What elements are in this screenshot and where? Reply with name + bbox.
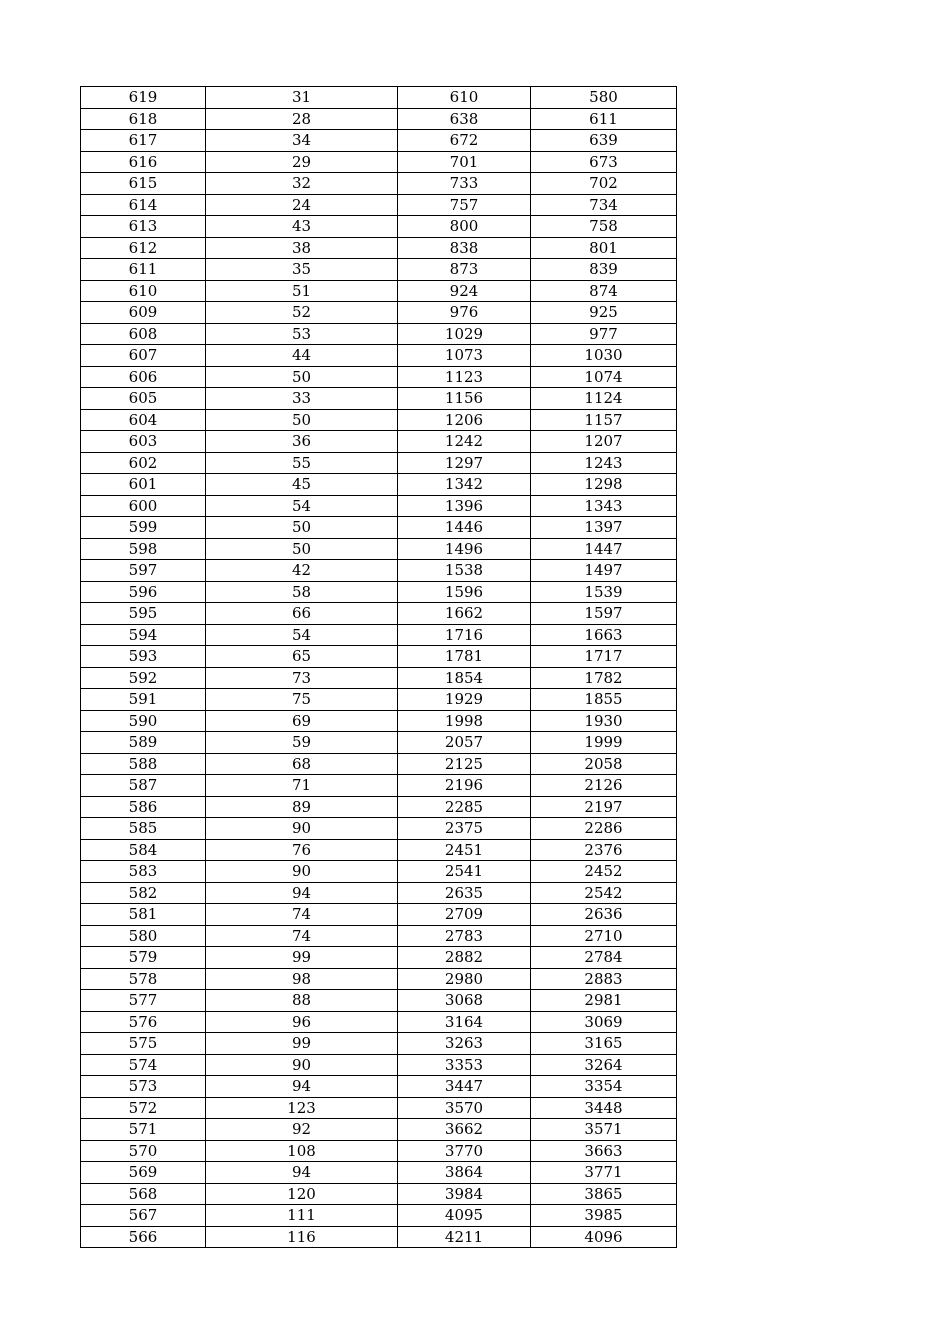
table-row: [81, 1033, 677, 1055]
table-row: [81, 947, 677, 969]
score-cell: 571: [81, 1119, 206, 1141]
cumulative-cell: 2196: [398, 775, 531, 797]
rank-start-cell: 1855: [531, 689, 677, 711]
count-cell: 50: [206, 538, 398, 560]
table-row: [81, 990, 677, 1012]
count-cell: 76: [206, 839, 398, 861]
rank-start-cell: 2058: [531, 753, 677, 775]
table-row: [81, 538, 677, 560]
score-cell: 619: [81, 87, 206, 109]
table-row: [81, 1076, 677, 1098]
table-row: [81, 581, 677, 603]
table-row: [81, 87, 677, 109]
rank-start-cell: 673: [531, 151, 677, 173]
table-row: [81, 1119, 677, 1141]
cumulative-cell: 733: [398, 173, 531, 195]
rank-start-cell: 1597: [531, 603, 677, 625]
score-cell: 613: [81, 216, 206, 238]
rank-start-cell: 2710: [531, 925, 677, 947]
cumulative-cell: 3662: [398, 1119, 531, 1141]
cumulative-cell: 3263: [398, 1033, 531, 1055]
count-cell: 94: [206, 882, 398, 904]
cumulative-cell: 1073: [398, 345, 531, 367]
rank-start-cell: 925: [531, 302, 677, 324]
rank-start-cell: 3571: [531, 1119, 677, 1141]
rank-start-cell: 1663: [531, 624, 677, 646]
cumulative-cell: 4211: [398, 1226, 531, 1248]
score-cell: 615: [81, 173, 206, 195]
count-cell: 66: [206, 603, 398, 625]
count-cell: 90: [206, 818, 398, 840]
score-cell: 601: [81, 474, 206, 496]
cumulative-cell: 924: [398, 280, 531, 302]
table-row: [81, 925, 677, 947]
table-row: [81, 431, 677, 453]
cumulative-cell: 3570: [398, 1097, 531, 1119]
table-row: [81, 108, 677, 130]
table-row: [81, 151, 677, 173]
table-row: [81, 732, 677, 754]
cumulative-cell: 1123: [398, 366, 531, 388]
count-cell: 74: [206, 925, 398, 947]
table-row: [81, 1097, 677, 1119]
cumulative-cell: 2783: [398, 925, 531, 947]
cumulative-cell: 1998: [398, 710, 531, 732]
cumulative-cell: 976: [398, 302, 531, 324]
cumulative-cell: 2635: [398, 882, 531, 904]
cumulative-cell: 1396: [398, 495, 531, 517]
score-cell: 578: [81, 968, 206, 990]
table-row: [81, 689, 677, 711]
table-row: [81, 882, 677, 904]
rank-start-cell: 2784: [531, 947, 677, 969]
count-cell: 58: [206, 581, 398, 603]
rank-start-cell: 2452: [531, 861, 677, 883]
cumulative-cell: 2285: [398, 796, 531, 818]
table-row: [81, 216, 677, 238]
rank-start-cell: 3985: [531, 1205, 677, 1227]
count-cell: 50: [206, 366, 398, 388]
score-cell: 617: [81, 130, 206, 152]
cumulative-cell: 3864: [398, 1162, 531, 1184]
count-cell: 54: [206, 495, 398, 517]
score-cell: 576: [81, 1011, 206, 1033]
cumulative-cell: 838: [398, 237, 531, 259]
count-cell: 94: [206, 1076, 398, 1098]
table-row: [81, 775, 677, 797]
count-cell: 45: [206, 474, 398, 496]
rank-start-cell: 2126: [531, 775, 677, 797]
score-cell: 594: [81, 624, 206, 646]
rank-start-cell: 4096: [531, 1226, 677, 1248]
score-cell: 581: [81, 904, 206, 926]
count-cell: 96: [206, 1011, 398, 1033]
table-row: [81, 753, 677, 775]
cumulative-cell: 3770: [398, 1140, 531, 1162]
rank-start-cell: 639: [531, 130, 677, 152]
cumulative-cell: 1242: [398, 431, 531, 453]
count-cell: 90: [206, 1054, 398, 1076]
rank-start-cell: 758: [531, 216, 677, 238]
score-cell: 577: [81, 990, 206, 1012]
cumulative-cell: 1496: [398, 538, 531, 560]
table-row: [81, 173, 677, 195]
score-cell: 609: [81, 302, 206, 324]
cumulative-cell: 1716: [398, 624, 531, 646]
count-cell: 99: [206, 1033, 398, 1055]
cumulative-cell: 1854: [398, 667, 531, 689]
count-cell: 54: [206, 624, 398, 646]
count-cell: 44: [206, 345, 398, 367]
score-cell: 599: [81, 517, 206, 539]
score-cell: 586: [81, 796, 206, 818]
count-cell: 55: [206, 452, 398, 474]
score-cell: 575: [81, 1033, 206, 1055]
table-row: [81, 1162, 677, 1184]
table-row: [81, 1054, 677, 1076]
cumulative-cell: 757: [398, 194, 531, 216]
count-cell: 88: [206, 990, 398, 1012]
count-cell: 50: [206, 409, 398, 431]
rank-start-cell: 702: [531, 173, 677, 195]
cumulative-cell: 1029: [398, 323, 531, 345]
rank-start-cell: 3264: [531, 1054, 677, 1076]
cumulative-cell: 1929: [398, 689, 531, 711]
cumulative-cell: 3447: [398, 1076, 531, 1098]
rank-start-cell: 1930: [531, 710, 677, 732]
score-cell: 567: [81, 1205, 206, 1227]
count-cell: 35: [206, 259, 398, 281]
table-row: [81, 968, 677, 990]
score-cell: 608: [81, 323, 206, 345]
table-row: [81, 323, 677, 345]
table-row: [81, 452, 677, 474]
rank-start-cell: 3663: [531, 1140, 677, 1162]
score-cell: 584: [81, 839, 206, 861]
score-cell: 585: [81, 818, 206, 840]
table-row: [81, 366, 677, 388]
count-cell: 94: [206, 1162, 398, 1184]
table-row: [81, 603, 677, 625]
table-row: [81, 624, 677, 646]
count-cell: 65: [206, 646, 398, 668]
cumulative-cell: 3353: [398, 1054, 531, 1076]
score-cell: 566: [81, 1226, 206, 1248]
cumulative-cell: 2980: [398, 968, 531, 990]
rank-start-cell: 3069: [531, 1011, 677, 1033]
rank-start-cell: 580: [531, 87, 677, 109]
rank-start-cell: 2636: [531, 904, 677, 926]
score-cell: 618: [81, 108, 206, 130]
count-cell: 74: [206, 904, 398, 926]
table-row: [81, 130, 677, 152]
rank-start-cell: 1497: [531, 560, 677, 582]
score-cell: 616: [81, 151, 206, 173]
score-cell: 593: [81, 646, 206, 668]
cumulative-cell: 3068: [398, 990, 531, 1012]
count-cell: 111: [206, 1205, 398, 1227]
cumulative-cell: 4095: [398, 1205, 531, 1227]
count-cell: 24: [206, 194, 398, 216]
rank-start-cell: 611: [531, 108, 677, 130]
count-cell: 52: [206, 302, 398, 324]
rank-start-cell: 2376: [531, 839, 677, 861]
table-row: [81, 1183, 677, 1205]
score-cell: 579: [81, 947, 206, 969]
table-row: [81, 302, 677, 324]
score-cell: 604: [81, 409, 206, 431]
score-cell: 574: [81, 1054, 206, 1076]
cumulative-cell: 1156: [398, 388, 531, 410]
score-cell: 614: [81, 194, 206, 216]
score-cell: 592: [81, 667, 206, 689]
score-cell: 612: [81, 237, 206, 259]
score-cell: 603: [81, 431, 206, 453]
table-body: [81, 87, 677, 1248]
score-cell: 587: [81, 775, 206, 797]
table-row: [81, 474, 677, 496]
rank-start-cell: 1999: [531, 732, 677, 754]
count-cell: 28: [206, 108, 398, 130]
cumulative-cell: 2451: [398, 839, 531, 861]
table-row: [81, 1226, 677, 1248]
rank-start-cell: 1243: [531, 452, 677, 474]
cumulative-cell: 1206: [398, 409, 531, 431]
count-cell: 90: [206, 861, 398, 883]
count-cell: 51: [206, 280, 398, 302]
rank-start-cell: 1343: [531, 495, 677, 517]
count-cell: 116: [206, 1226, 398, 1248]
score-cell: 606: [81, 366, 206, 388]
cumulative-cell: 3984: [398, 1183, 531, 1205]
count-cell: 33: [206, 388, 398, 410]
rank-start-cell: 2197: [531, 796, 677, 818]
table-row: [81, 839, 677, 861]
count-cell: 108: [206, 1140, 398, 1162]
cumulative-cell: 1297: [398, 452, 531, 474]
table-row: [81, 710, 677, 732]
count-cell: 75: [206, 689, 398, 711]
count-cell: 92: [206, 1119, 398, 1141]
table-row: [81, 259, 677, 281]
table-row: [81, 280, 677, 302]
cumulative-cell: 2375: [398, 818, 531, 840]
score-cell: 588: [81, 753, 206, 775]
rank-start-cell: 3354: [531, 1076, 677, 1098]
score-cell: 605: [81, 388, 206, 410]
table-row: [81, 194, 677, 216]
cumulative-cell: 1781: [398, 646, 531, 668]
count-cell: 38: [206, 237, 398, 259]
score-cell: 595: [81, 603, 206, 625]
rank-start-cell: 734: [531, 194, 677, 216]
score-cell: 602: [81, 452, 206, 474]
table-row: [81, 517, 677, 539]
cumulative-cell: 1538: [398, 560, 531, 582]
rank-start-cell: 2542: [531, 882, 677, 904]
score-cell: 583: [81, 861, 206, 883]
score-cell: 597: [81, 560, 206, 582]
rank-start-cell: 1397: [531, 517, 677, 539]
score-cell: 598: [81, 538, 206, 560]
score-cell: 570: [81, 1140, 206, 1162]
count-cell: 50: [206, 517, 398, 539]
count-cell: 43: [206, 216, 398, 238]
count-cell: 29: [206, 151, 398, 173]
rank-start-cell: 839: [531, 259, 677, 281]
cumulative-cell: 2125: [398, 753, 531, 775]
table-row: [81, 667, 677, 689]
count-cell: 59: [206, 732, 398, 754]
rank-start-cell: 3771: [531, 1162, 677, 1184]
table-row: [81, 796, 677, 818]
cumulative-cell: 1446: [398, 517, 531, 539]
table-row: [81, 1205, 677, 1227]
count-cell: 31: [206, 87, 398, 109]
table-row: [81, 861, 677, 883]
cumulative-cell: 2882: [398, 947, 531, 969]
rank-start-cell: 1447: [531, 538, 677, 560]
table-row: [81, 409, 677, 431]
rank-start-cell: 1030: [531, 345, 677, 367]
table-row: [81, 904, 677, 926]
cumulative-cell: 2709: [398, 904, 531, 926]
rank-start-cell: 2286: [531, 818, 677, 840]
cumulative-cell: 672: [398, 130, 531, 152]
table-row: [81, 388, 677, 410]
count-cell: 73: [206, 667, 398, 689]
cumulative-cell: 1342: [398, 474, 531, 496]
rank-start-cell: 2883: [531, 968, 677, 990]
cumulative-cell: 873: [398, 259, 531, 281]
cumulative-cell: 610: [398, 87, 531, 109]
table-row: [81, 345, 677, 367]
score-cell: 572: [81, 1097, 206, 1119]
score-cell: 590: [81, 710, 206, 732]
score-cell: 589: [81, 732, 206, 754]
count-cell: 42: [206, 560, 398, 582]
score-cell: 600: [81, 495, 206, 517]
count-cell: 34: [206, 130, 398, 152]
count-cell: 68: [206, 753, 398, 775]
count-cell: 53: [206, 323, 398, 345]
score-cell: 580: [81, 925, 206, 947]
cumulative-cell: 638: [398, 108, 531, 130]
score-cell: 607: [81, 345, 206, 367]
count-cell: 99: [206, 947, 398, 969]
rank-start-cell: 1124: [531, 388, 677, 410]
rank-start-cell: 977: [531, 323, 677, 345]
rank-start-cell: 1207: [531, 431, 677, 453]
count-cell: 32: [206, 173, 398, 195]
score-cell: 569: [81, 1162, 206, 1184]
cumulative-cell: 3164: [398, 1011, 531, 1033]
count-cell: 36: [206, 431, 398, 453]
cumulative-cell: 1662: [398, 603, 531, 625]
score-cell: 591: [81, 689, 206, 711]
rank-start-cell: 2981: [531, 990, 677, 1012]
count-cell: 98: [206, 968, 398, 990]
cumulative-cell: 2057: [398, 732, 531, 754]
rank-start-cell: 3165: [531, 1033, 677, 1055]
table-row: [81, 560, 677, 582]
rank-start-cell: 3865: [531, 1183, 677, 1205]
rank-start-cell: 874: [531, 280, 677, 302]
score-cell: 582: [81, 882, 206, 904]
count-cell: 89: [206, 796, 398, 818]
table-row: [81, 1011, 677, 1033]
table-row: [81, 646, 677, 668]
table-row: [81, 495, 677, 517]
cumulative-cell: 2541: [398, 861, 531, 883]
rank-start-cell: 801: [531, 237, 677, 259]
rank-start-cell: 1539: [531, 581, 677, 603]
table-row: [81, 818, 677, 840]
cumulative-cell: 1596: [398, 581, 531, 603]
count-cell: 69: [206, 710, 398, 732]
table-row: [81, 1140, 677, 1162]
rank-start-cell: 1074: [531, 366, 677, 388]
rank-start-cell: 3448: [531, 1097, 677, 1119]
count-cell: 123: [206, 1097, 398, 1119]
score-cell: 568: [81, 1183, 206, 1205]
score-cell: 596: [81, 581, 206, 603]
rank-start-cell: 1298: [531, 474, 677, 496]
score-cell: 573: [81, 1076, 206, 1098]
rank-start-cell: 1717: [531, 646, 677, 668]
cumulative-cell: 701: [398, 151, 531, 173]
score-cell: 610: [81, 280, 206, 302]
count-cell: 120: [206, 1183, 398, 1205]
rank-start-cell: 1782: [531, 667, 677, 689]
score-cell: 611: [81, 259, 206, 281]
table-row: [81, 237, 677, 259]
cumulative-cell: 800: [398, 216, 531, 238]
count-cell: 71: [206, 775, 398, 797]
rank-start-cell: 1157: [531, 409, 677, 431]
score-distribution-table: [80, 86, 677, 1248]
